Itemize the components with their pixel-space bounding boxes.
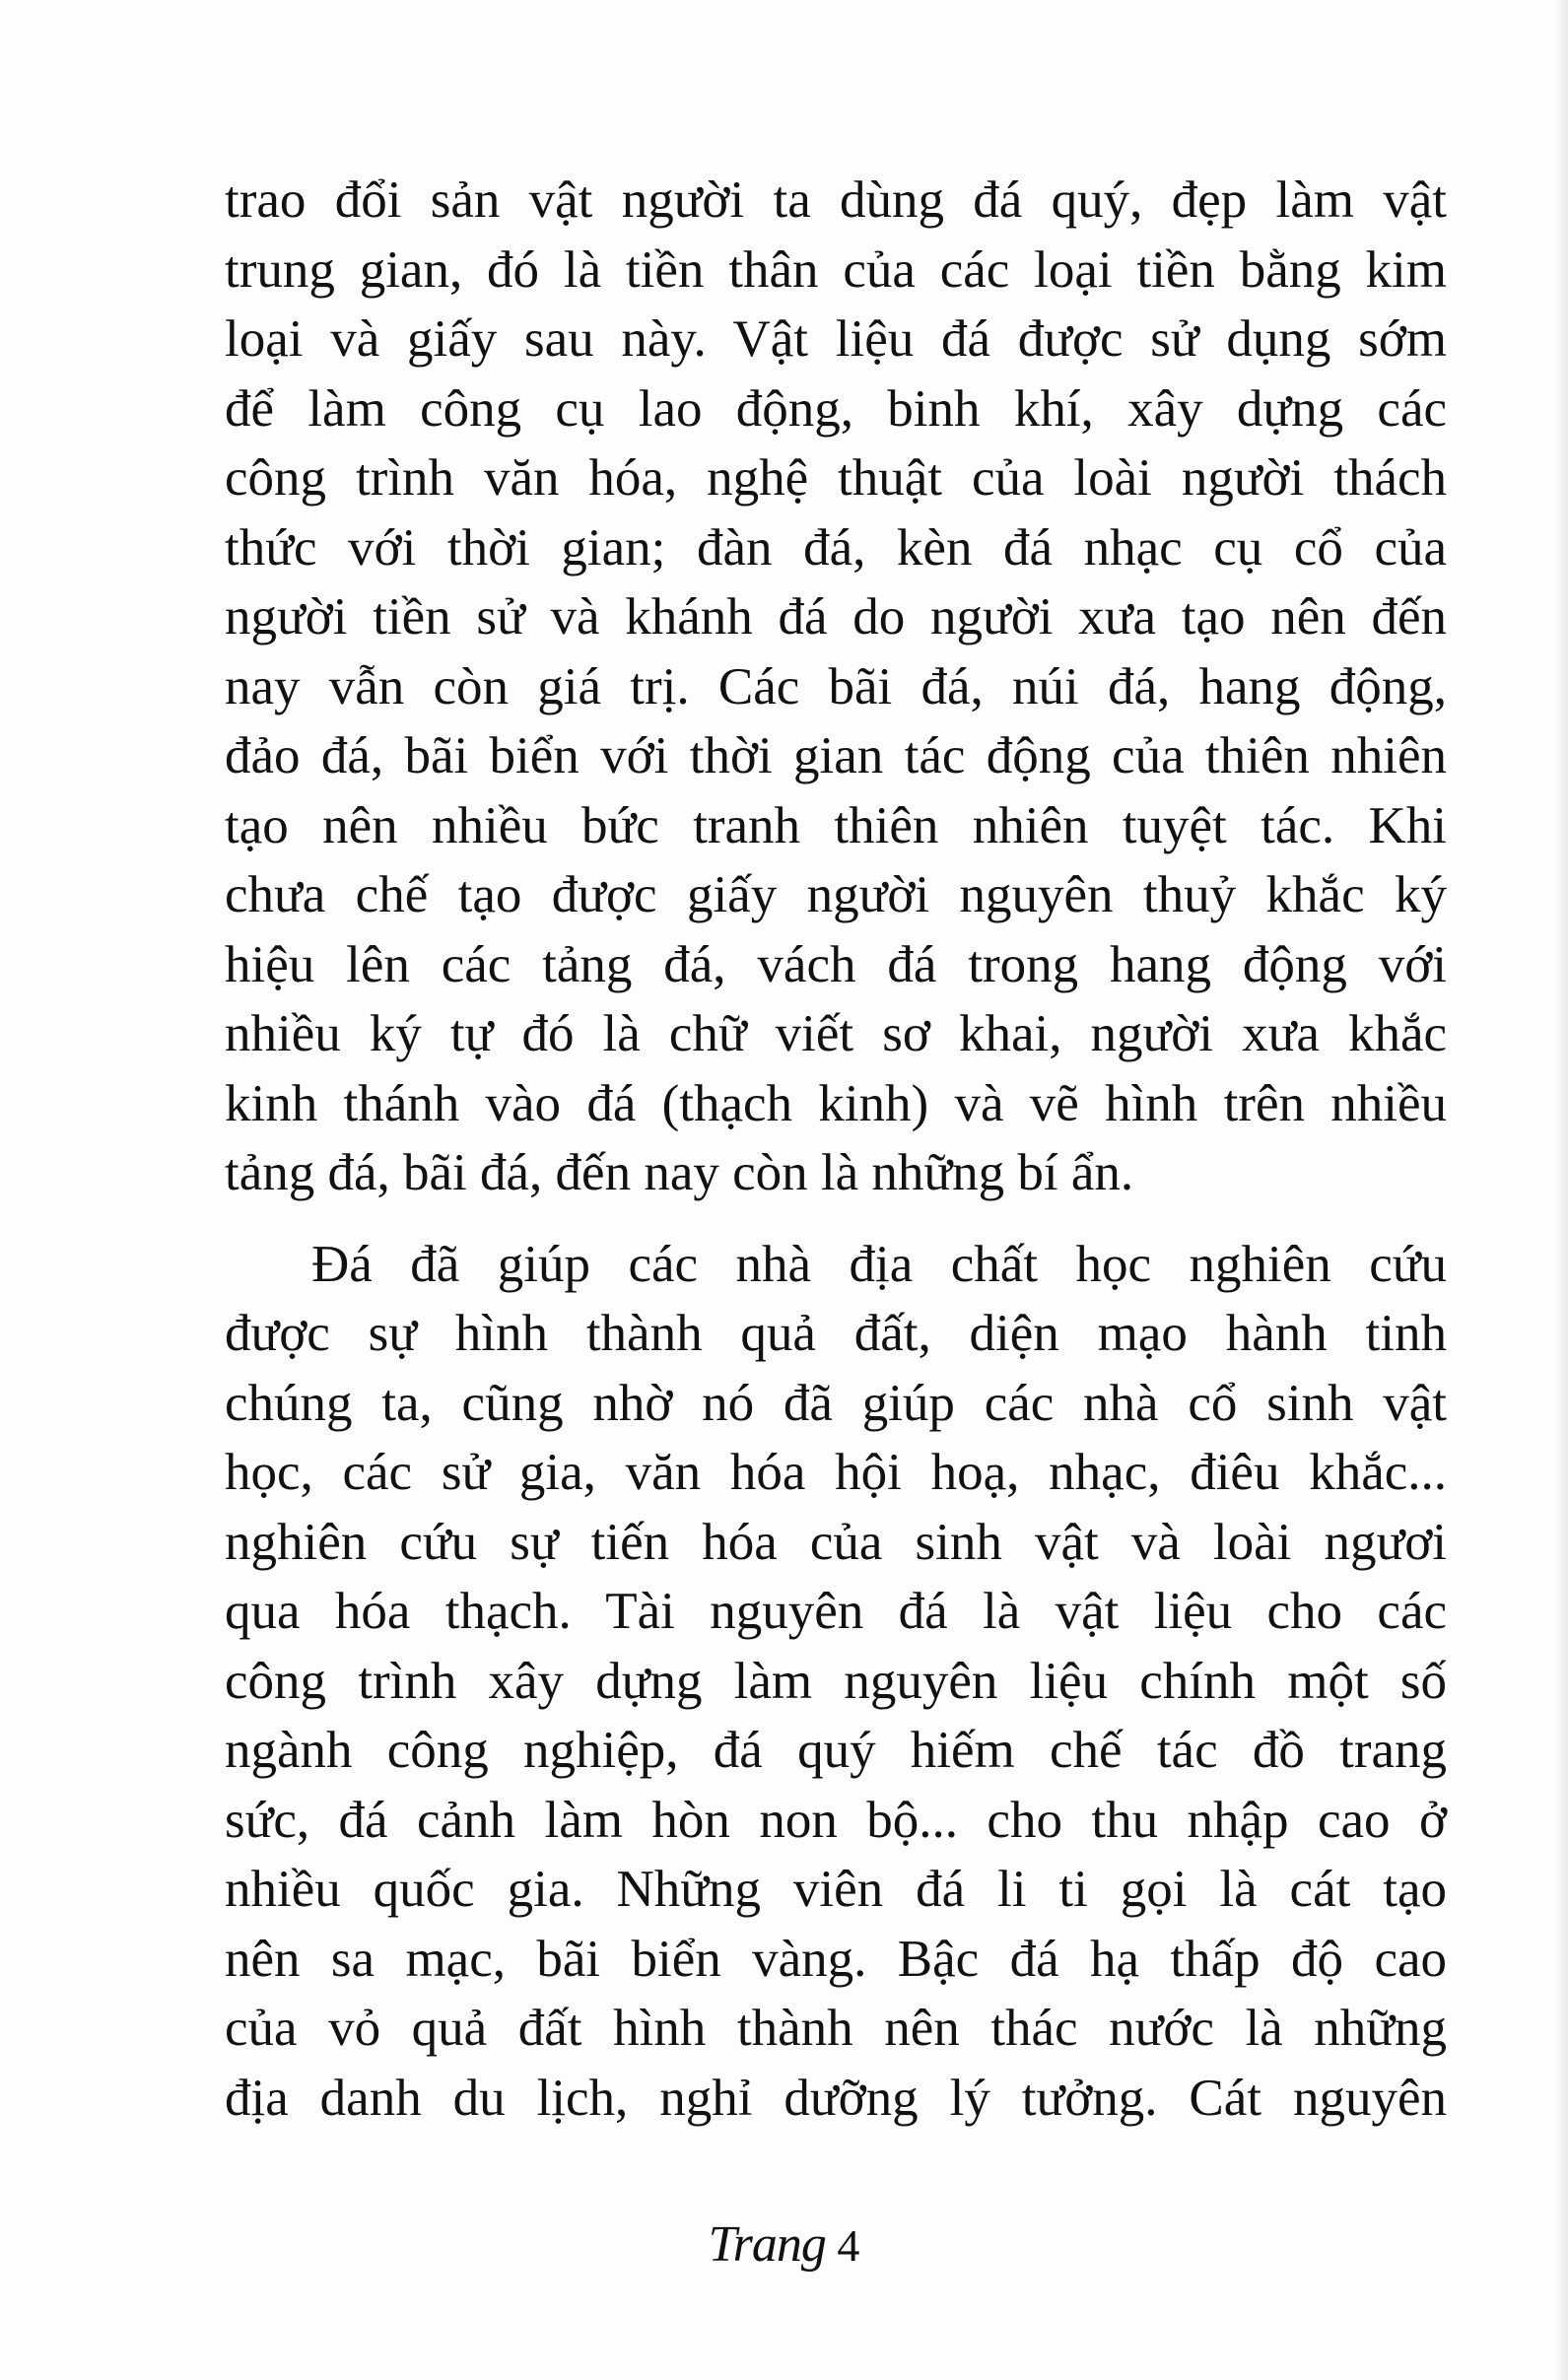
text-line: được sự hình thành quả đất, diện mạo hành tinh — [225, 1305, 1447, 1362]
text-line: ngành công nghiệp, đá quý hiếm chế tác đồ trang — [225, 1722, 1447, 1779]
text-line: loại và giấy sau này. Vật liệu đá được sử dụng sớm — [225, 310, 1447, 368]
page-footer — [0, 2215, 1568, 2274]
page-edge-shadow — [1554, 0, 1568, 2380]
text-line: qua hóa thạch. Tài nguyên đá là vật liệu cho các — [225, 1583, 1447, 1640]
text-line: sức, đá cảnh làm hòn non bộ... cho thu nhập cao ở — [225, 1791, 1447, 1849]
text-line: trao đổi sản vật người ta dùng đá quý, đẹp làm vật — [225, 171, 1447, 229]
paragraph-2 — [225, 1230, 1447, 2134]
text-line: kinh thánh vào đá (thạch kinh) và vẽ hình trên nhiều — [225, 1074, 1447, 1132]
text-line: hiệu lên các tảng đá, vách đá trong hang động với — [225, 935, 1447, 993]
text-line: Đá đã giúp các nhà địa chất học nghiên cứu — [311, 1235, 1447, 1293]
text-line: nhiều quốc gia. Những viên đá li ti gọi là cát tạo — [225, 1861, 1447, 1918]
text-line: công trình xây dựng làm nguyên liệu chính một số — [225, 1652, 1447, 1710]
body-text — [225, 166, 1447, 2133]
page-number: 4 — [837, 2220, 860, 2271]
text-line: công trình văn hóa, nghệ thuật của loài người thách — [225, 449, 1447, 507]
text-line: đảo đá, bãi biển với thời gian tác động của thiên nhiên — [225, 727, 1447, 784]
paragraph-1 — [225, 166, 1447, 1208]
text-line: nghiên cứu sự tiến hóa của sinh vật và loài ngươi — [225, 1513, 1447, 1571]
text-line: nay vẫn còn giá trị. Các bãi đá, núi đá, hang động, — [225, 657, 1447, 715]
text-line: nhiều ký tự đó là chữ viết sơ khai, người xưa khắc — [225, 1005, 1447, 1062]
text-line: địa danh du lịch, nghỉ dưỡng lý tưởng. Cát nguyên — [225, 2069, 1447, 2127]
text-line: học, các sử gia, văn hóa hội hoạ, nhạc, điêu khắc... — [225, 1444, 1447, 1501]
text-line: chúng ta, cũng nhờ nó đã giúp các nhà cổ sinh vật — [225, 1374, 1447, 1432]
text-line: của vỏ quả đất hình thành nên thác nước là những — [225, 2000, 1447, 2057]
page-label: Trang — [708, 2216, 826, 2273]
text-line: để làm công cụ lao động, binh khí, xây dựng các — [225, 379, 1447, 438]
text-line: trung gian, đó là tiền thân của các loại tiền bằng kim — [225, 240, 1447, 299]
text-line: tảng đá, bãi đá, đến nay còn là những bí ẩn. — [225, 1144, 1134, 1201]
text-line: thức với thời gian; đàn đá, kèn đá nhạc cụ cổ của — [225, 518, 1447, 577]
paragraph-gap — [225, 1208, 1447, 1230]
text-line: chưa chế tạo được giấy người nguyên thuỷ khắc ký — [225, 866, 1447, 923]
text-line: nên sa mạc, bãi biển vàng. Bậc đá hạ thấp độ cao — [225, 1930, 1447, 1988]
text-line: người tiền sử và khánh đá do người xưa tạo nên đến — [225, 588, 1447, 646]
text-line: tạo nên nhiều bức tranh thiên nhiên tuyệt tác. Khi — [225, 796, 1447, 854]
